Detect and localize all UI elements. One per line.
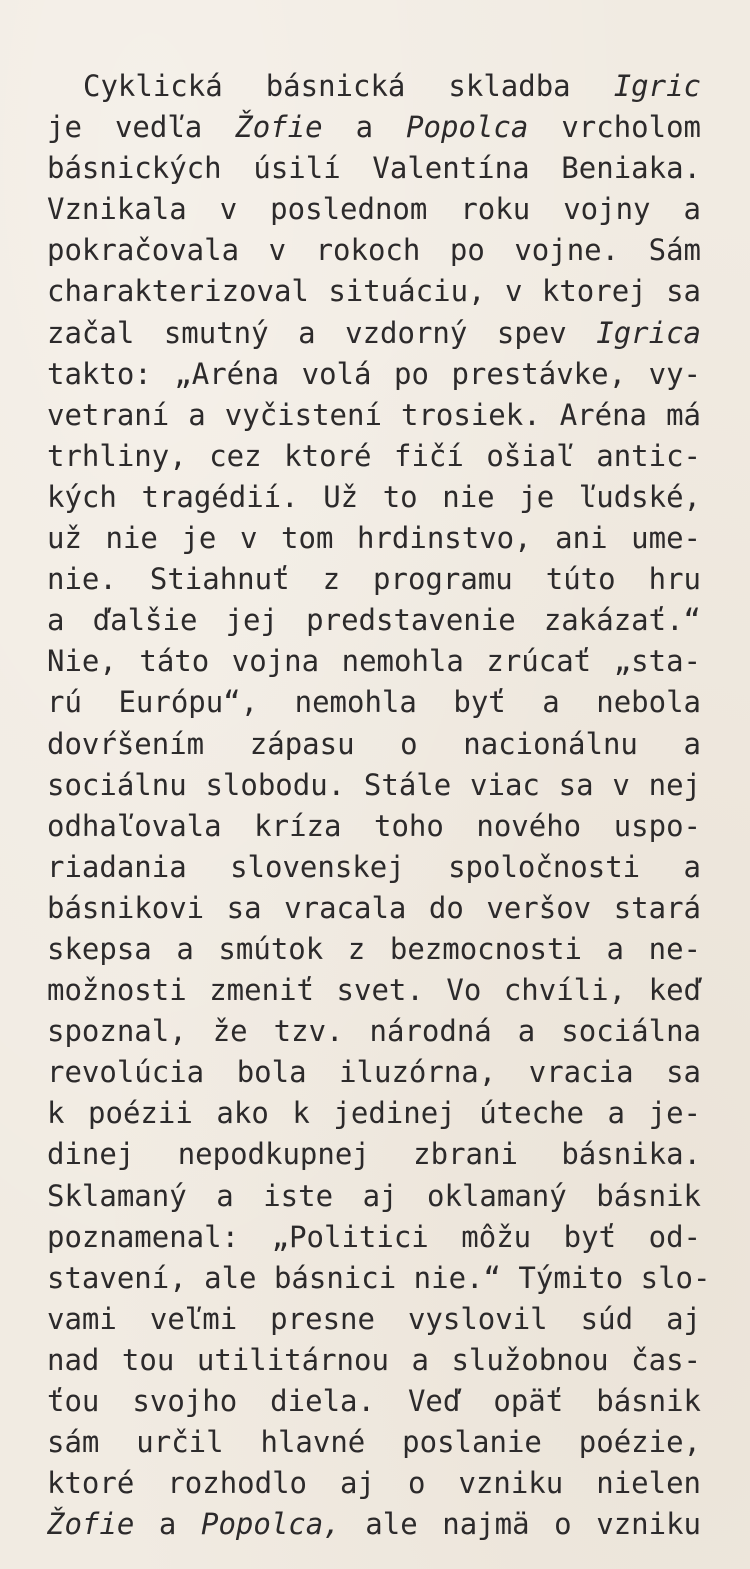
- text-segment: už nie je v tom hrdinstvo, ani ume-: [47, 521, 701, 556]
- text-segment: pokračovala v rokoch po vojne. Sám: [47, 233, 701, 268]
- text-line: [47, 1340, 701, 1381]
- text-line: [47, 724, 701, 765]
- text-line: [47, 107, 701, 148]
- text-line: [47, 1217, 701, 1258]
- text-segment: Vznikala v poslednom roku vojny a: [47, 192, 701, 227]
- text-segment: vetraní a vyčistení trosiek. Aréna má: [47, 397, 701, 432]
- text-segment: trhliny, cez ktoré fičí ošiaľ antic-: [47, 438, 701, 473]
- text-segment: nie. Stiahnuť z programu túto hru: [47, 562, 701, 597]
- text-line: [47, 929, 701, 970]
- text-segment: takto: „Aréna volá po prestávke, vy-: [47, 356, 701, 391]
- text-line: [47, 682, 701, 723]
- text-line: [47, 66, 701, 107]
- text-line: [47, 436, 701, 477]
- text-line: [47, 847, 701, 888]
- text-segment: odhaľovala kríza toho nového uspo-: [47, 808, 701, 843]
- body-paragraph: [47, 66, 711, 1545]
- text-segment: možnosti zmeniť svet. Vo chvíli, keď: [47, 973, 701, 1008]
- text-line: [47, 1258, 711, 1299]
- text-line: [47, 1381, 701, 1422]
- text-line: [47, 970, 701, 1011]
- text-line: [47, 600, 701, 641]
- text-line: [47, 888, 701, 929]
- text-line: [47, 518, 701, 559]
- text-segment: vrcholom: [528, 110, 701, 145]
- text-segment: a: [322, 110, 407, 145]
- italic-title: Igric: [613, 69, 701, 103]
- text-line: [47, 806, 701, 847]
- text-segment: rú Európu“, nemohla byť a nebola: [47, 685, 701, 720]
- text-segment: nad tou utilitárnou a služobnou čas-: [47, 1342, 701, 1377]
- italic-title: Žofie: [47, 1507, 135, 1542]
- text-segment: Sklamaný a iste aj oklamaný básnik: [47, 1178, 701, 1213]
- text-segment: stavení, ale básnici nie.“ Týmito slo-: [47, 1260, 711, 1295]
- text-line: [47, 189, 701, 230]
- text-line: [47, 230, 701, 271]
- italic-title: Popolca: [406, 110, 529, 145]
- text-line: [47, 641, 701, 682]
- text-segment: ťou svojho diela. Veď opäť básnik: [47, 1384, 701, 1418]
- text-segment: je vedľa: [47, 110, 236, 145]
- text-segment: básnických úsilí Valentína Beniaka.: [47, 151, 701, 186]
- text-segment: sám určil hlavné poslanie poézie,: [47, 1425, 701, 1460]
- text-segment: Cyklická básnická skladba: [83, 69, 614, 103]
- text-line: [47, 1011, 701, 1052]
- text-line: [47, 1176, 701, 1217]
- text-line: [47, 354, 701, 395]
- text-line: [47, 313, 701, 354]
- text-line: [47, 1463, 701, 1504]
- text-segment: sociálnu slobodu. Stále viac sa v nej: [47, 767, 701, 802]
- text-segment: k poézii ako k jedinej úteche a je-: [47, 1096, 701, 1131]
- text-segment: revolúcia bola iluzórna, vracia sa: [47, 1055, 701, 1090]
- text-line: [47, 1422, 701, 1463]
- text-segment: a: [134, 1507, 201, 1542]
- text-segment: začal smutný a vzdorný spev: [47, 315, 597, 350]
- text-line: [47, 1052, 701, 1093]
- text-segment: dovŕšením zápasu o nacionálnu a: [47, 726, 701, 761]
- text-segment: charakterizoval situáciu, v ktorej sa: [47, 274, 701, 309]
- text-segment: básnikovi sa vracala do veršov stará: [47, 890, 701, 925]
- text-segment: vami veľmi presne vyslovil súd aj: [47, 1301, 701, 1336]
- text-segment: a ďalšie jej predstavenie zakázať.“: [47, 603, 701, 638]
- italic-title: Žofie: [235, 110, 323, 145]
- text-segment: ale najmä o vzniku: [340, 1507, 701, 1542]
- text-segment: ktoré rozhodlo aj o vzniku nielen: [47, 1466, 701, 1501]
- text-line: [47, 477, 701, 518]
- text-segment: Nie, táto vojna nemohla zrúcať „sta-: [47, 644, 701, 679]
- italic-title: Igrica: [596, 315, 701, 350]
- text-segment: kých tragédií. Už to nie je ľudské,: [47, 479, 701, 514]
- text-line: [47, 395, 701, 436]
- text-line: [47, 1504, 701, 1545]
- text-segment: riadania slovenskej spoločnosti a: [47, 849, 701, 884]
- text-line: [47, 1134, 701, 1175]
- text-segment: dinej nepodkupnej zbrani básnika.: [47, 1137, 701, 1172]
- text-line: [47, 1299, 701, 1340]
- text-line: [47, 559, 701, 600]
- text-line: [47, 271, 701, 312]
- text-line: [47, 765, 701, 806]
- text-segment: poznamenal: „Politici môžu byť od-: [47, 1219, 701, 1254]
- text-segment: spoznal, že tzv. národná a sociálna: [47, 1014, 701, 1049]
- text-line: [47, 148, 701, 189]
- italic-title: Popolca,: [200, 1507, 341, 1542]
- text-line: [47, 1093, 701, 1134]
- text-segment: skepsa a smútok z bezmocnosti a ne-: [47, 931, 701, 966]
